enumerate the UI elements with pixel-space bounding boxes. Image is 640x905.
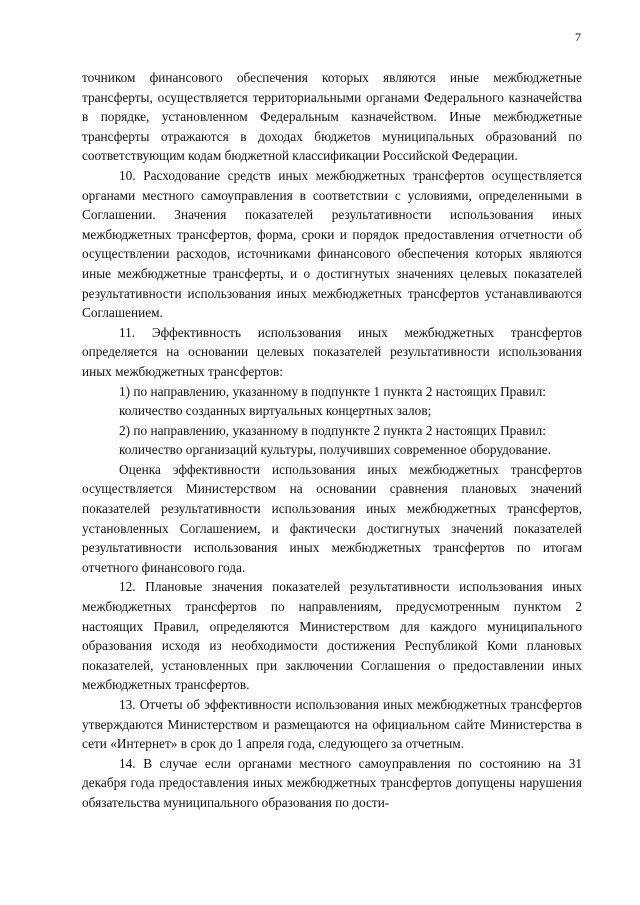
page-number: 7 [575,30,581,44]
subitem-2: 2) по направлению, указанному в подпункте 2 пункта 2 настоящих Правил: [119,422,546,438]
subitem-1: 1) по направлению, указанному в подпункте 1 пункта 2 настоящих Правил: [119,383,546,399]
paragraph: точником финансового обеспечения которых являются иные межбюджетные трансферты, осуществляется территориальными органами Федерального казначейства в порядке, установленном Федеральным казначейством. Иные межбюджетные трансферты отражаются в доходах бюджетов муниципальных образований по соответствующим кодам бюджетной классификации Российской Федерации. [82,70,582,164]
subitem-1-indicator: количество созданных виртуальных концертных залов; [119,403,432,419]
paragraph-item-10: 10. Расходование средств иных межбюджетных трансфертов осуществляется органами местного самоуправления в соответствии с условиями, определенными в Соглашении. Значения показателей результативности использования иных межбюджетных трансфертов, форма, сроки и порядок предоставления отчетности об осуществлении расходов, источниками финансового обеспечения которых являются иные межбюджетные трансферты, и о достигнутых значениях целевых показателей результативности использования иных межбюджетных трансфертов устанавливаются Соглашением. [82,167,582,321]
paragraph-item-11: 11. Эффективность использования иных межбюджетных трансфертов определяется на основании целевых показателей результативности использования иных межбюджетных трансфертов: [82,324,582,379]
subitem-2-indicator: количество организаций культуры, получивших современное оборудование. [119,442,552,458]
paragraph-item-14: 14. В случае если органами местного самоуправления по состоянию на 31 декабря года предоставления иных межбюджетных трансфертов допущены нарушения обязательства муниципального образования по дости- [82,755,582,810]
paragraph-item-13: 13. Отчеты об эффективности использования иных межбюджетных трансфертов утверждаются Министерством и размещаются на официальном сайте Министерства в сети «Интернет» в срок до 1 апреля года, следующего за отчетным. [82,697,582,752]
body-text [82,68,582,813]
paragraph-evaluation: Оценка эффективности использования иных межбюджетных трансфертов осуществляется Министерством на основании сравнения плановых значений показателей результативности использования иных межбюджетных трансфертов, установленных Соглашением, и фактически достигнутых значений показателей результативности использования иных межбюджетных трансфертов по итогам отчетного финансового года. [82,461,582,575]
paragraph-item-12: 12. Плановые значения показателей результативности использования иных межбюджетных трансфертов по направлениям, предусмотренным пунктом 2 настоящих Правил, определяются Министерством для каждого муниципального образования исходя из необходимости достижения Республикой Коми плановых показателей, установленных при заключении Соглашения о предоставлении иных межбюджетных трансфертов. [82,579,582,693]
